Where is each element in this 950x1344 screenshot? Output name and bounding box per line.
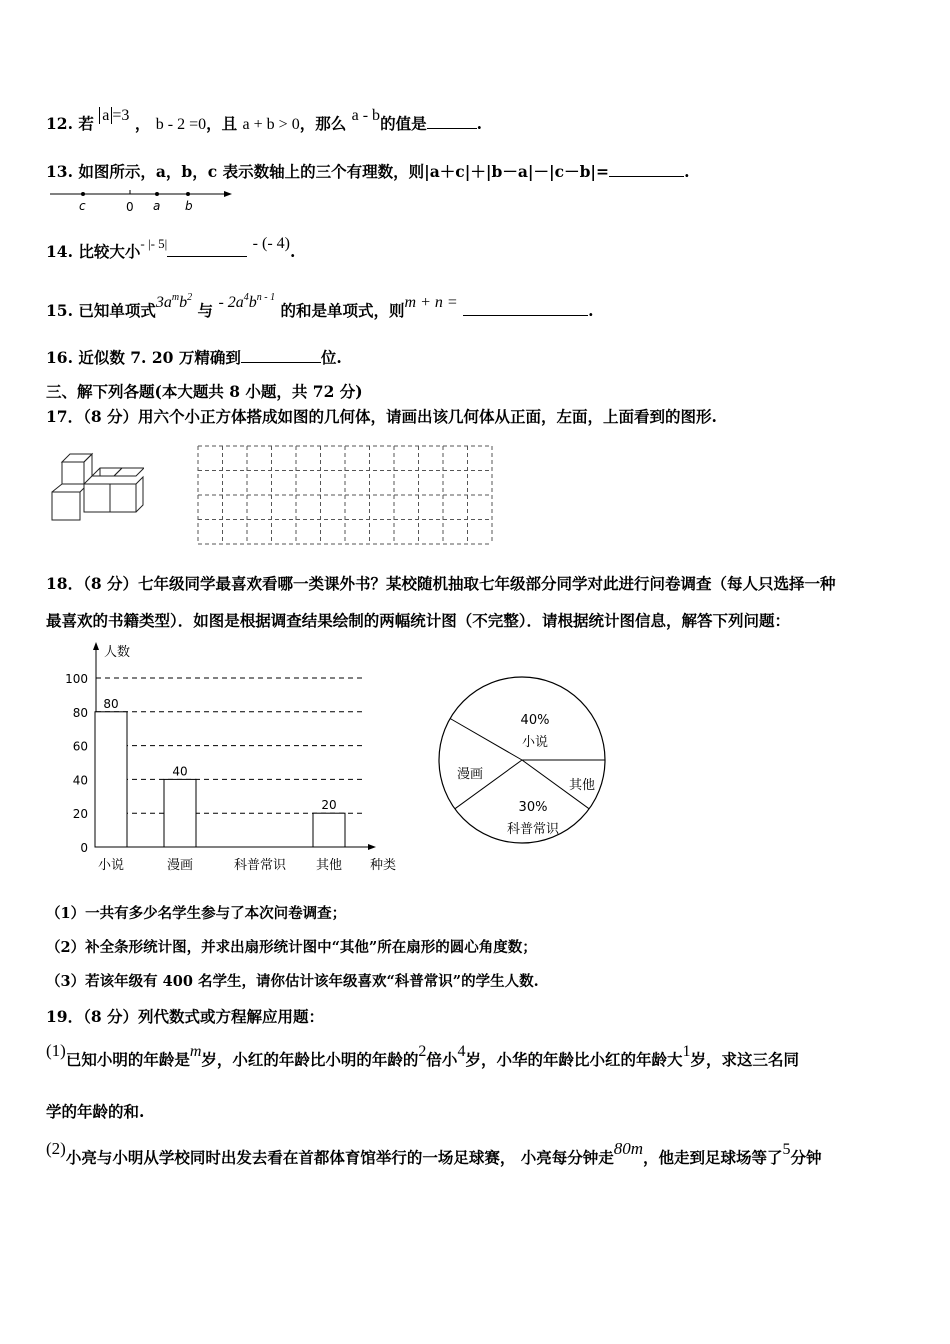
y-tick-label: 40 (72, 773, 88, 788)
y-tick-label: 100 (65, 672, 88, 686)
q13-number: 13. (46, 162, 73, 181)
q19-p1-number: (1) (46, 1041, 66, 1060)
y-tick-label: 60 (72, 739, 88, 754)
y-tick-label: 20 (72, 807, 88, 822)
number-line (46, 186, 246, 216)
question-18-line-2: 最喜欢的书籍类型）．如图是根据调查结果绘制的两幅统计图（不完整）．请根据统计图信息，解答下列问题： (46, 611, 791, 630)
question-14: 14. 比较大小$^{- |- 5|}$ - (- 4). (46, 235, 296, 261)
x-axis-arrow (368, 844, 376, 850)
y-tick-label: 0 (80, 841, 88, 855)
label-c: c (79, 199, 86, 213)
bar-value-label: 20 (321, 798, 337, 813)
q15-m-plus-n: m + n = (404, 294, 458, 311)
pie-slice-label: 其他 (568, 778, 596, 793)
x-tick-label: 其他 (315, 858, 343, 873)
y-axis-arrow (93, 642, 99, 650)
point-c (81, 192, 85, 196)
cube-solid-figure (48, 448, 144, 524)
q16-number: 16. (46, 348, 73, 367)
pie-slice-label: 漫画 (456, 767, 484, 782)
question-18-sub-3: （3）若该年级有 400 名学生，请你估计该年级喜欢“科普常识”的学生人数. (46, 973, 539, 990)
pie-slice-label: 科普常识 (506, 822, 560, 837)
question-15: 15. 已知单项式$3a^mb^2$ 与 - $2a^4b^{n - 1}$ 的和是单项式，则m + n = . (46, 292, 594, 320)
x-tick-label: 漫画 (166, 858, 194, 873)
label-a: a (153, 199, 161, 213)
label-zero: 0 (126, 200, 134, 214)
q14-right-expr: - (- 4) (252, 235, 290, 252)
pie-slice-label: 小说 (521, 735, 549, 750)
bar-chart (40, 640, 420, 880)
y-axis-label: 人数 (104, 645, 131, 660)
q12-number: 12. (46, 114, 73, 133)
answer-grid (196, 444, 496, 546)
question-16: 16. 近似数 7. 20 万精确到 位. (46, 348, 342, 367)
question-12: 12. 若 a =3 ， b - 2 =0，且 a + b > 0，那么 a - b的值是 . (46, 107, 482, 133)
question-19-title: 19．（8 分）列代数式或方程解应用题： (46, 1007, 325, 1026)
pie-percent-label: 30% (518, 800, 548, 815)
q12-a-minus-b: a - b (351, 107, 381, 124)
q15-text-1: 已知单项式 (78, 301, 156, 320)
number-line-arrow (224, 191, 232, 197)
point-a (155, 192, 159, 196)
bar-value-label: 40 (172, 764, 188, 779)
q15-monomial-2: - $2a^4b^{n - 1}$ (218, 292, 276, 311)
bar (95, 712, 127, 847)
section-3-heading: 三、解下列各题(本大题共 8 小题，共 72 分) (46, 382, 363, 401)
question-18-sub-2: （2）补全条形统计图，并求出扇形统计图中“其他”所在扇形的圆心角度数； (46, 939, 537, 956)
q13-text: 如图所示，a，b，c 表示数轴上的三个有理数，则|a＋c|＋|b－a|－|c－b|= (78, 162, 610, 181)
bar-value-label: 80 (103, 696, 119, 711)
q12-a-plus-b: a + b > 0 (242, 116, 300, 133)
label-b: b (185, 199, 193, 213)
q16-answer-blank (241, 348, 321, 363)
pie-chart (430, 672, 630, 852)
question-19-part-1: (1)已知小明的年龄是m岁，小红的年龄比小明的年龄的2倍小4岁，小华的年龄比小红的年龄大1岁，求这三名同 (46, 1041, 799, 1069)
q12-answer-blank (427, 114, 477, 129)
question-19-part-1-line-2: 学的年龄的和. (46, 1102, 145, 1121)
question-17: 17．（8 分）用六个小正方体搭成如图的几何体，请画出该几何体从正面，左面，上面看到的图形. (46, 407, 717, 426)
q12-abs-a: a =3 (99, 107, 129, 124)
x-axis-label: 种类 (370, 858, 397, 873)
question-18-line-1: 18．（8 分）七年级同学最喜欢看哪一类课外书？某校随机抽取七年级部分同学对此进行问卷调查（每人只选择一种 (46, 574, 836, 593)
x-tick-label: 科普常识 (233, 858, 287, 873)
q15-number: 15. (46, 301, 73, 320)
bar (313, 813, 345, 847)
q15-monomial-1: $3a^mb^2$ (155, 292, 193, 311)
q19-p2-number: (2) (46, 1139, 66, 1158)
x-tick-label: 小说 (97, 858, 125, 873)
question-18-sub-1: （1）一共有多少名学生参与了本次问卷调查； (46, 905, 347, 922)
q13-answer-blank (609, 162, 684, 177)
q14-text: 比较大小 (78, 242, 141, 261)
q14-left-expr: - |- 5| (140, 236, 168, 251)
q12-text-if: 若 (78, 114, 94, 133)
question-19-part-2: (2)小亮与小明从学校同时出发去看在首都体育馆举行的一场足球赛， 小亮每分钟走80m，他走到足球场等了5分钟 (46, 1139, 822, 1167)
q14-answer-blank (167, 242, 247, 257)
bar (164, 779, 196, 847)
question-13: 13. 如图所示，a，b，c 表示数轴上的三个有理数，则|a＋c|＋|b－a|－|c－b|= . (46, 162, 690, 181)
q12-b-eq: b - 2 =0 (155, 116, 207, 133)
y-tick-label: 80 (72, 705, 88, 720)
q15-answer-blank (463, 301, 588, 316)
point-b (186, 192, 190, 196)
pie-percent-label: 40% (520, 713, 550, 728)
q14-number: 14. (46, 242, 73, 261)
